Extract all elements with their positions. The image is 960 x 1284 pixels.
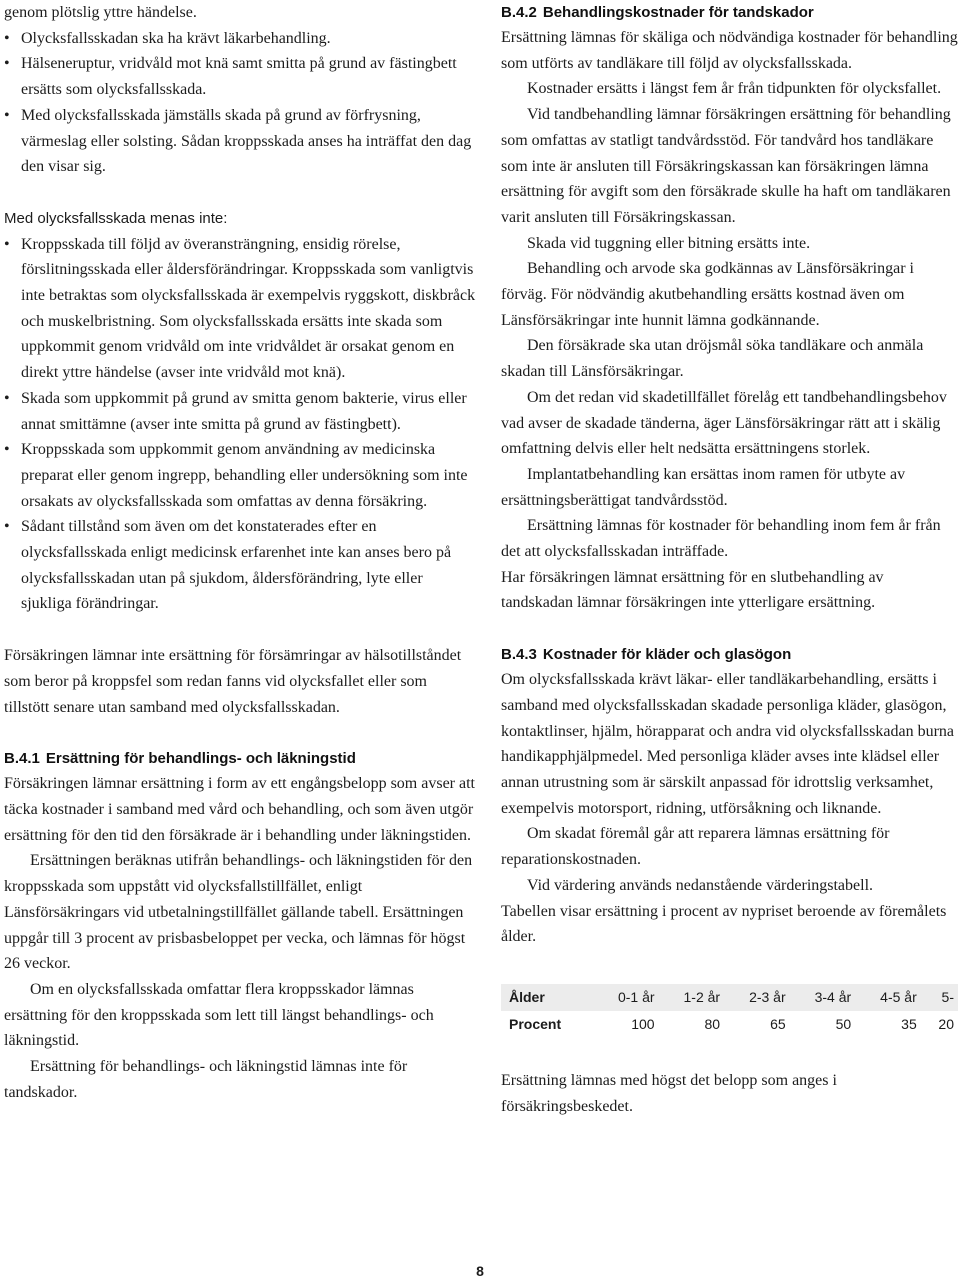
table-cell: 1-2 år (659, 984, 725, 1011)
list-item-text: Hälseneruptur, vridvåld mot knä samt smitta på grund av fästingbett ersätts som olycksfallsskada. (21, 55, 457, 99)
list-item (4, 51, 476, 102)
paragraph: Har försäkringen lämnat ersättning för en slutbehandling av tandskadan lämnar försäkringen inte ytterligare ersättning. (501, 568, 884, 612)
paragraph: Behandling och arvode ska godkännas av Länsförsäkringar i förväg. För nödvändig akutbehandling ersätts kostnad även om Länsförsäkringar inte hunnit lämna godkännande. (501, 260, 914, 329)
section-heading-b41 (4, 746, 476, 771)
table-cell: 2-3 år (724, 984, 790, 1011)
list-item (4, 0, 476, 26)
table-cell: 0-1 år (593, 984, 659, 1011)
paragraph: Den försäkrade ska utan dröjsmål söka tandläkare och anmäla skadan till Länsförsäkringar. (501, 337, 924, 381)
list-item (4, 26, 476, 52)
paragraph: Kostnader ersätts i längst fem år från tidpunkten för olycksfallet. (527, 80, 942, 98)
right-column (501, 0, 958, 1119)
list-item-text: Skada som uppkommit på grund av smitta genom bakterie, virus eller annat smittämne (avser inte smitta på grund av fästingbett). (21, 389, 467, 433)
table-cell: 4-5 år (855, 984, 921, 1011)
list-item (4, 386, 476, 437)
table-cell: 20 (938, 1016, 954, 1033)
left-column (4, 0, 476, 1105)
list-item-text: genom plötslig yttre händelse. (4, 4, 197, 21)
table-row (501, 984, 958, 1011)
paragraph: Implantatbehandling kan ersättas inom ramen för utbyte av ersättningsberättigat tandvårdsstöd. (501, 465, 906, 509)
list-item (4, 232, 476, 386)
list-item-text: Med olycksfallsskada jämställs skada på grund av förfrysning, värmeslag eller solsting. Sådan kroppsskada anses ha inträffat den dag den visar sig. (21, 106, 472, 176)
list-item (4, 437, 476, 514)
paragraph: Ersättningen beräknas utifrån behandlings- och läkningstiden för den kroppsskada som uppstått vid olycksfallstillfället, enligt Länsförsäkringars vid utbetalningstillfället gällande tabell. Ersättningen uppgår till 3 procent av prisbasbeloppet per vecka, och lämnas för högst 26 veckor. (4, 852, 473, 973)
table-cell: 80 (704, 1016, 721, 1033)
section-title: Kostnader för kläder och glasögon (542, 646, 792, 664)
bullet-icon: • (4, 235, 10, 253)
table-cell: 100 (631, 1016, 655, 1033)
bullet-icon: • (4, 518, 10, 536)
page-number: 8 (476, 1263, 484, 1279)
section-title: Behandlingskostnader för tandskador (542, 4, 814, 21)
exclusions-list (4, 232, 476, 618)
valuation-table (501, 984, 958, 1038)
bullet-icon: • (4, 29, 10, 47)
bullet-icon: • (4, 389, 10, 407)
table-cell: 3-4 år (790, 984, 856, 1011)
section-number: B.4.2 (501, 4, 537, 21)
paragraph: Ersättning lämnas för skäliga och nödvändiga kostnader för behandling som utförts av tandläkare till följd av olycksfallsskada. (501, 29, 958, 72)
table-cell: 65 (770, 1016, 786, 1033)
table-cell: 35 (901, 1016, 917, 1033)
bullet-icon: • (4, 55, 10, 73)
paragraph: Ersättning lämnas för kostnader för behandling inom fem år från det att olycksfallsskadan inträffade. (501, 517, 941, 561)
list-item-text: Kroppsskada till följd av överansträngning, ensidig rörelse, förslitningsskada eller åldersförändringar. Kroppsskada som vanligtvis inte betraktas som olycksfallsskada är exempelvis ryggskott, diskbråck och muskelbristning. Som olycksfallsskada ersätts inte skada som uppkommit genom vridvåld om inte vridvåldet är orsakat genom en direkt yttre händelse (avser inte vridvåld mot knä). (21, 235, 476, 382)
paragraph: Vid tandbehandling lämnar försäkringen ersättning för behandling som omfattas av statligt tandvårdsstöd. För tandvård hos tandläkare som inte är ansluten till Försäkringskassan kan försäkringen lämna ersättning för avgift som den försäkrade skulle ha haft om tandläkaren varit ansluten till Försäkringskassan. (501, 106, 951, 226)
paragraph: Om en olycksfallsskada omfattar flera kroppsskador lämnas ersättning för den kroppsskada som lett till längst behandlings- och läkningstid. (4, 980, 434, 1050)
paragraph: Ersättning för behandlings- och läkningstid lämnas inte för tandskador. (4, 1058, 408, 1101)
table-cell: 5- (921, 984, 958, 1011)
closing-paragraph: Ersättning lämnas med högst det belopp som anges i försäkringsbeskedet. (501, 1071, 837, 1115)
paragraph: Skada vid tuggning eller bitning ersätts inte. (527, 234, 811, 252)
list-item-text: Kroppsskada som uppkommit genom användning av medicinska preparat eller genom ingrepp, behandling eller undersökning som inte orsakats av olycksfallsskada som omfattas av denna försäkring. (21, 441, 468, 510)
section-number: B.4.1 (4, 750, 40, 768)
bullet-icon: • (4, 106, 10, 124)
bullet-icon: • (4, 441, 10, 459)
paragraph: Om skadat föremål går att reparera lämnas ersättning för reparationskostnaden. (501, 825, 890, 869)
list-item (4, 103, 476, 180)
paragraph: Vid värdering används nedanstående värderingstabell. (527, 876, 874, 894)
paragraph: Om olycksfallsskada krävt läkar- eller tandläkarbehandling, ersätts i samband med olycksfallsskadan skadade personliga kläder, glasögon, kontaktlinser, hjälm, hörapparat och andra vid olycksfallsskadan burna handikapphjälpmedel. Med personliga kläder avses inte klädsel eller annan utrustning som är särskilt anpassad för idrottslig verksamhet, exempelvis motorsport, ridning, utförsåkning och liknande. (501, 671, 954, 817)
paragraph: Om det redan vid skadetillfället förelåg ett tandbehandlingsbehov vad avser de skadade tänderna, äger Länsförsäkringar rätt att i skälig omfattning delvis eller helt nedsätta ersättningens storlek. (501, 388, 947, 458)
paragraph: Tabellen visar ersättning i procent av nypriset beroende av föremålets ålder. (501, 902, 947, 946)
coverage-list (4, 0, 476, 180)
exclusions-intro: Med olycksfallsskada menas inte: (4, 209, 228, 227)
list-item-text: Olycksfallsskadan ska ha krävt läkarbehandling. (21, 29, 331, 47)
list-item (4, 514, 476, 617)
paragraph: Försäkringen lämnar ersättning i form av ett engångsbelopp som avser att täcka kostnader i samband med vård och behandling, och som även utgör ersättning för den tid den försäkrade är i behandling under läkningstiden. (4, 775, 475, 844)
section-title: Ersättning för behandlings- och läkningstid (45, 750, 356, 768)
table-row (501, 1011, 958, 1038)
table-cell: 50 (835, 1016, 852, 1033)
row-header: Procent (509, 1016, 562, 1033)
list-item-text: Sådant tillstånd som även om det konstaterades efter en olycksfallsskada enligt medicinsk erfarenhet inte kan anses bero på olycksfallsskadan utan på sjukdom, åldersförändring, lyte eller sjukliga förändringar. (21, 518, 452, 613)
section-heading-b42 (501, 0, 958, 25)
section-number: B.4.3 (501, 646, 537, 664)
row-header: Ålder (501, 984, 593, 1011)
section-heading-b43 (501, 642, 958, 667)
health-paragraph: Försäkringen lämnar inte ersättning för försämringar av hälsotillståndet som beror på kroppsfel som redan fanns vid olycksfallet eller som tillstött senare utan samband med olycksfallsskadan. (4, 647, 462, 716)
